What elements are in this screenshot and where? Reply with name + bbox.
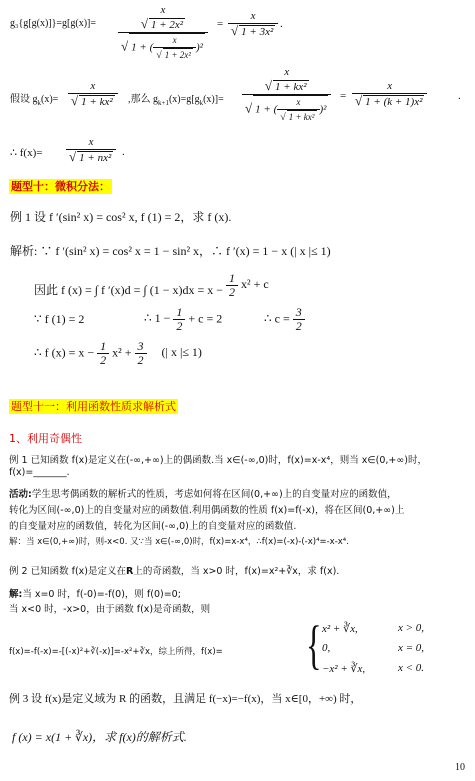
top-formula-lhs: g₃{g[g(x)]}=g[g(x)]= [10,18,97,29]
case-1-expr: x² + ∛x, [322,623,358,635]
top-formula-end: . [280,18,283,30]
example-3-function: f (x) = x(1 + ∛x)，求 f(x)的解析式. [12,730,187,744]
case-3-expr: −x² + ∛x, [322,663,366,675]
activity-line2: 转化为区间(-∞,0)上的自变量对应的函数值.利用偶函数的性质 f(x)=f(-x)，将在区间(0,+∞)上 [9,505,405,516]
conclusion-prefix: ∴ f(x)= [10,147,43,159]
example-10-result: ∴ f (x) = x − $\frac{1}{2}$ x² + $\frac{3}{2}$ (| x |≤ 1) [34,339,202,367]
top-formula-big-num: x √ 1 + 2x² [118,4,208,33]
subsection-parity-heading: 1、利用奇偶性 [9,432,82,445]
case-2-cond: x = 0, [398,642,425,654]
top-formula-rhs: $\frac{x}{\text{√ 1 + 3x²}}$ [228,10,278,39]
example-10-question: 例 1 设 f ′(sin² x) = cos² x, f (1) = 2，求 f (x). [10,210,232,224]
example-10-analysis: 解析: ∵ f ′(sin² x) = cos² x = 1 − sin² x，∴ f ′(x) = 1 − x (| x |≤ 1) [10,244,331,258]
conclusion-end: . [122,146,125,158]
case-1-cond: x > 0, [398,622,425,634]
conclusion-frac: $\frac{x}{\text{√ 1 + nx²}}$ [66,136,116,165]
top-formula-big-fraction [118,4,208,62]
top-formula-eq: = [217,18,224,30]
hypothesis-end: . [458,90,461,102]
case-3-cond: x < 0. [398,662,425,674]
example-2-sol3: f(x)=-f(-x)=-[(-x)²+∛(-x)]=-x²+∛x，综上所得，f(x)= [9,647,223,657]
activity-line3: 的自变量对应的函数值，转化为区间(-∞,0)上的自变量对应的函数值. [9,521,297,532]
conclusion-formula [10,134,210,170]
section-11-heading: 题型十一：利用函数性质求解析式 [11,400,176,413]
page-number: 10 [455,762,465,773]
example-3-question: 例 3 设 f(x)是定义域为 R 的函数，且满足 f(−x)=−f(x)，当 x∈[0，+∞) 时， [9,693,362,705]
section-10-heading: 题型十：微积分法： [11,180,110,193]
example-10-constant: ∵ f (1) = 2 ∴ 1 − $\frac{1}{2}$ + c = 2 ∴ c = $\frac{3}{2}$ [34,306,454,336]
hypothesis-rhs: $\frac{x}{\text{√ 1 + (k + 1)x²}}$ [352,80,427,109]
piecewise-brace: { [306,615,322,675]
example-10-integral: 因此 f (x) = ∫ f ′(x)d = ∫ (1 − x)dx = x − $\frac{1}{2}$ x² + c [34,271,269,299]
hypothesis-eq: = [340,90,347,102]
example-2-sol1: 解:当 x=0 时，f(-0)=-f(0)，则 f(0)=0; [9,589,181,600]
example-2-sol2: 当 x<0 时，-x>0，由于函数 f(x)是奇函数，则 [9,604,211,615]
hypothesis-formula [10,66,470,126]
example-1-solution: 解：当 x∈(0,+∞)时，则-x<0. 又∵当 x∈(-∞,0)时，f(x)=x-x⁴，∴f(x)=(-x)-(-x)⁴=-x-x⁴. [9,537,349,547]
example-1-line1: 例 1 已知函数 f(x)是定义在(-∞,+∞)上的偶函数.当 x∈(-∞,0)时，f(x)=x-x⁴，则当 x∈(0,+∞)时， [9,455,427,466]
piecewise-cases [322,622,472,682]
hypothesis-gk-frac: $\frac{x}{\text{√ 1 + kx²}}$ [68,80,118,109]
hypothesis-mid: ,那么 $g_{k+1}(x)=g[g_k(x)]=$ [128,94,224,107]
example-1-line2: f(x)=_______. [9,467,70,478]
hypothesis-intro: 假设 $g_k(x)=$ [10,94,59,107]
example-2-question: 例 2 已知函数 f(x)是定义在R上的奇函数，当 x>0 时，f(x)=x²+∛x，求 f(x). [9,566,340,577]
hypothesis-big-fraction: x √ 1 + kx² √ 1 + ( $\frac{x}{\text{√ 1 + kx²}}$ )² [242,66,331,124]
case-2-expr: 0, [322,642,331,654]
activity-line1: 活动:学生思考偶函数的解析式的性质，考虑如何将在区间(0,+∞)上的自变量对应的函数值， [9,489,397,500]
top-formula-big-den: √ 1 + ( $\frac{x}{\text{√ 1 + 2x²}}$ )² [121,35,203,61]
